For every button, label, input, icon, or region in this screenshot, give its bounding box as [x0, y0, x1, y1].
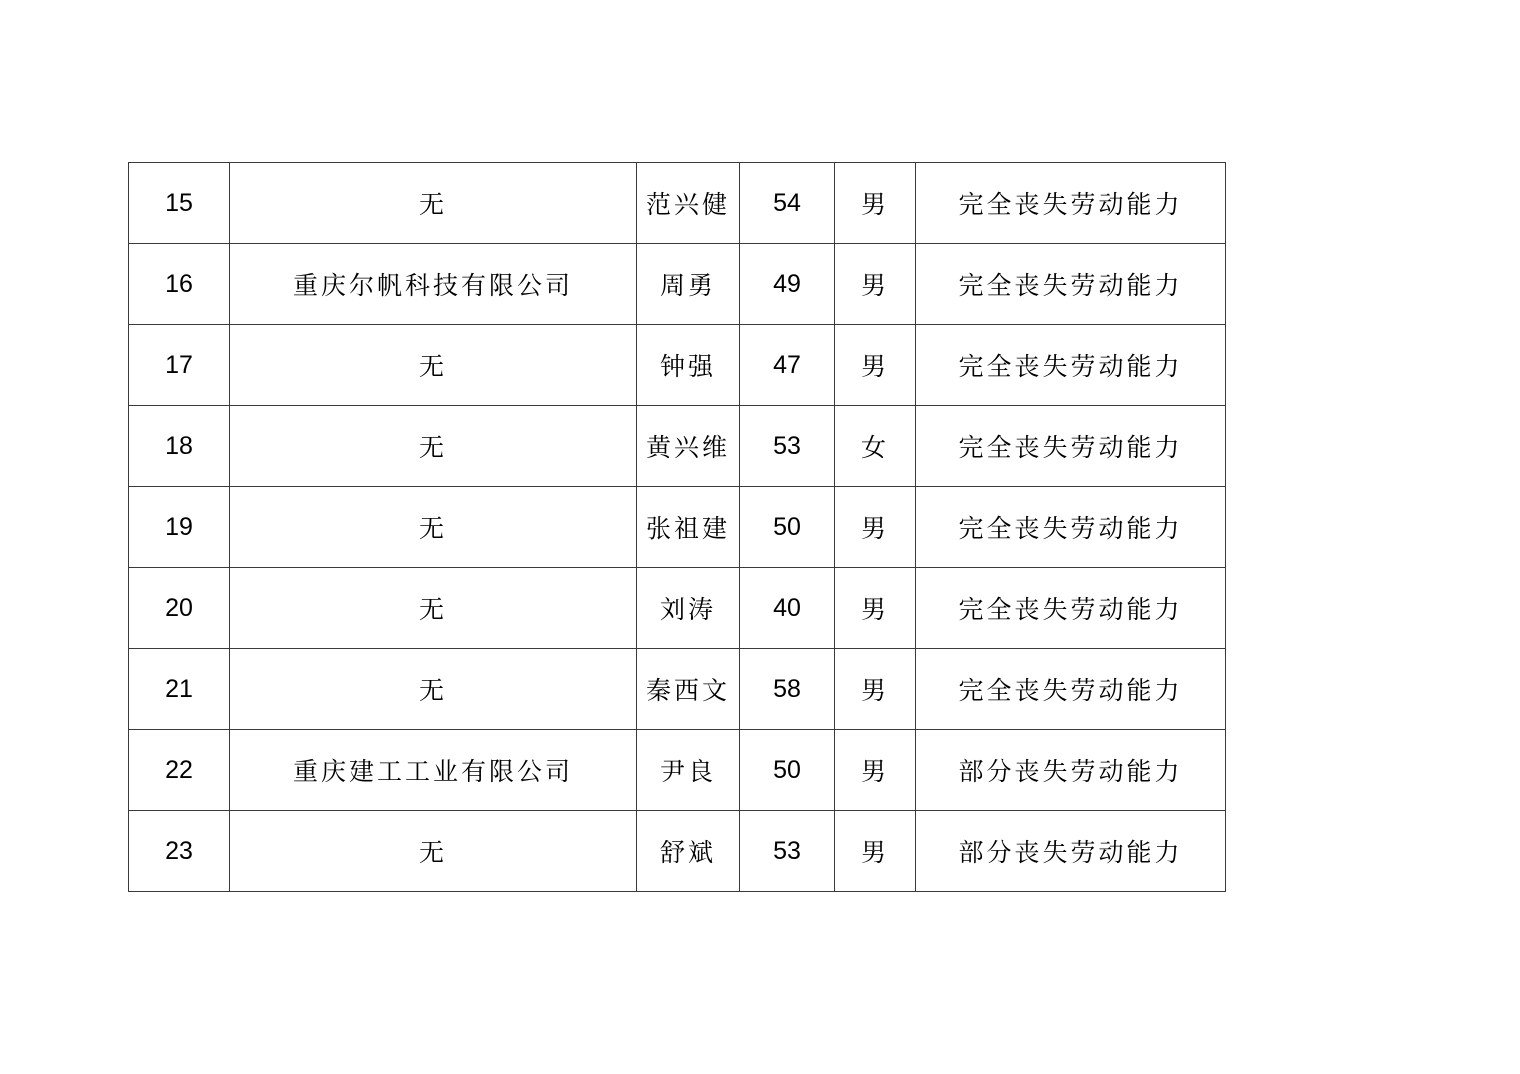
name-cell: 范兴健: [637, 163, 740, 244]
status-cell: 完全丧失劳动能力: [916, 649, 1226, 730]
row-index-cell: 22: [129, 730, 230, 811]
status-cell: 部分丧失劳动能力: [916, 730, 1226, 811]
name-cell: 刘涛: [637, 568, 740, 649]
gender-cell: 男: [835, 487, 916, 568]
name-cell: 秦西文: [637, 649, 740, 730]
gender-cell: 男: [835, 163, 916, 244]
row-index-cell: 20: [129, 568, 230, 649]
age-cell: 58: [740, 649, 835, 730]
name-cell: 尹良: [637, 730, 740, 811]
age-cell: 53: [740, 811, 835, 892]
age-cell: 50: [740, 487, 835, 568]
table-row: [129, 325, 1226, 406]
employer-cell: 无: [230, 811, 637, 892]
status-cell: 完全丧失劳动能力: [916, 163, 1226, 244]
gender-cell: 男: [835, 811, 916, 892]
row-index-cell: 21: [129, 649, 230, 730]
status-cell: 完全丧失劳动能力: [916, 487, 1226, 568]
age-cell: 47: [740, 325, 835, 406]
name-cell: 钟强: [637, 325, 740, 406]
table-row: [129, 811, 1226, 892]
table-row: [129, 406, 1226, 487]
age-cell: 54: [740, 163, 835, 244]
table-row: [129, 244, 1226, 325]
employer-cell: 重庆建工工业有限公司: [230, 730, 637, 811]
table-row: [129, 163, 1226, 244]
table-row: [129, 730, 1226, 811]
name-cell: 舒斌: [637, 811, 740, 892]
row-index-cell: 18: [129, 406, 230, 487]
roster-table: [128, 162, 1226, 892]
status-cell: 完全丧失劳动能力: [916, 406, 1226, 487]
name-cell: 黄兴维: [637, 406, 740, 487]
employer-cell: 无: [230, 406, 637, 487]
gender-cell: 女: [835, 406, 916, 487]
gender-cell: 男: [835, 649, 916, 730]
table-row: [129, 568, 1226, 649]
age-cell: 50: [740, 730, 835, 811]
status-cell: 部分丧失劳动能力: [916, 811, 1226, 892]
table-row: [129, 649, 1226, 730]
status-cell: 完全丧失劳动能力: [916, 568, 1226, 649]
gender-cell: 男: [835, 244, 916, 325]
status-cell: 完全丧失劳动能力: [916, 244, 1226, 325]
row-index-cell: 17: [129, 325, 230, 406]
row-index-cell: 19: [129, 487, 230, 568]
gender-cell: 男: [835, 568, 916, 649]
employer-cell: 无: [230, 568, 637, 649]
gender-cell: 男: [835, 730, 916, 811]
status-cell: 完全丧失劳动能力: [916, 325, 1226, 406]
employer-cell: 重庆尔帆科技有限公司: [230, 244, 637, 325]
employer-cell: 无: [230, 649, 637, 730]
table-row: [129, 487, 1226, 568]
row-index-cell: 15: [129, 163, 230, 244]
age-cell: 40: [740, 568, 835, 649]
employer-cell: 无: [230, 163, 637, 244]
gender-cell: 男: [835, 325, 916, 406]
employer-cell: 无: [230, 325, 637, 406]
age-cell: 49: [740, 244, 835, 325]
row-index-cell: 16: [129, 244, 230, 325]
employer-cell: 无: [230, 487, 637, 568]
age-cell: 53: [740, 406, 835, 487]
row-index-cell: 23: [129, 811, 230, 892]
name-cell: 张祖建: [637, 487, 740, 568]
name-cell: 周勇: [637, 244, 740, 325]
